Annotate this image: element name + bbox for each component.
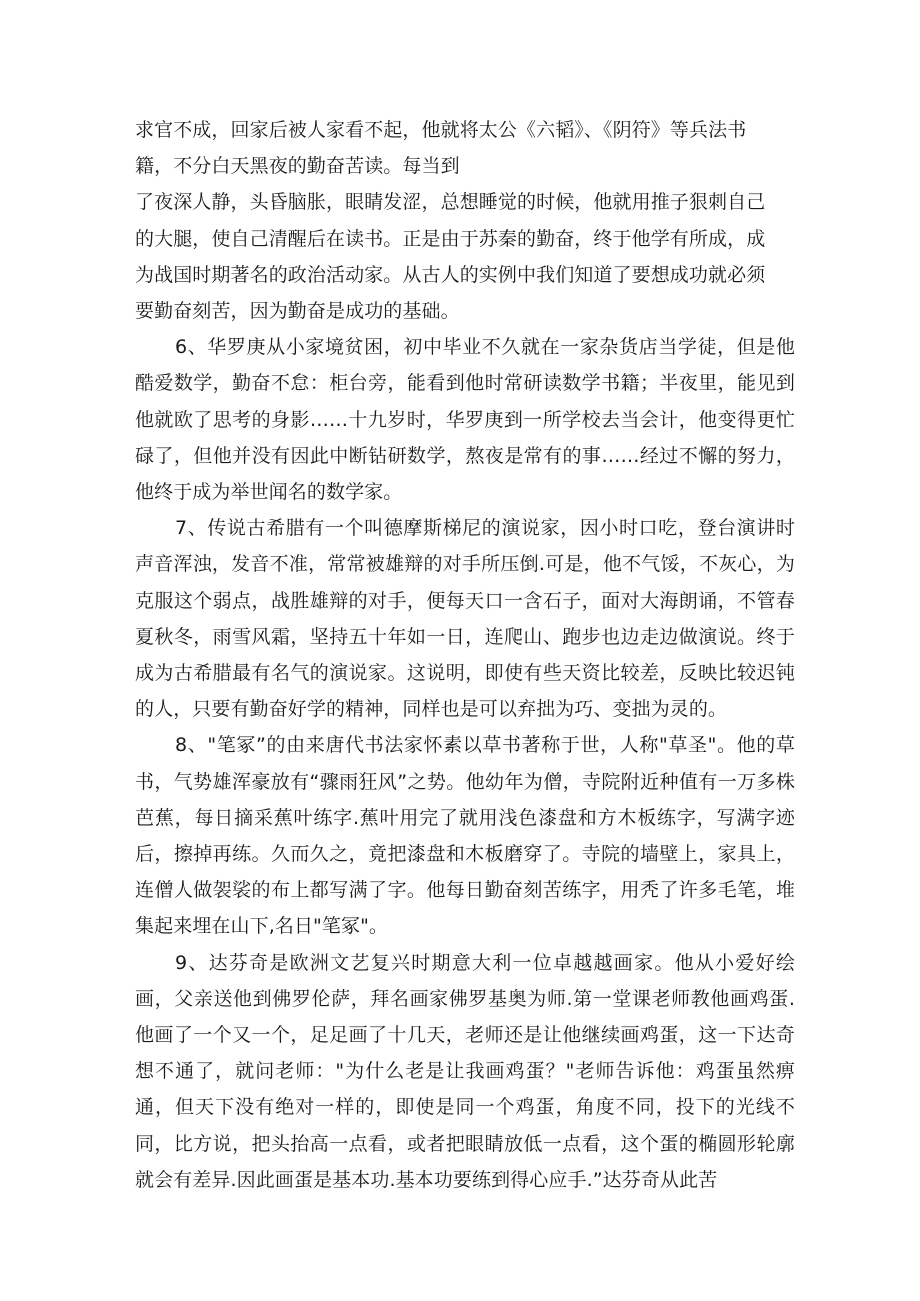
document-body bbox=[135, 112, 795, 1198]
text-line: 的大腿，使自己清醒后在读书。正是由于苏秦的勤奋，终于他学有所成，成 bbox=[135, 227, 766, 250]
intro-paragraph bbox=[135, 112, 795, 329]
paragraph-8: 8、"笔冢”的由来唐代书法家怀素以草书著称于世，人称"草圣"。他的草书，气势雄浑豪放有“骤雨狂风”之势。他幼年为僧，寺院附近种值有一万多株芭蕉，每日摘采蕉叶练字.蕉叶用完了就用浅色漆盘和方木板练字，写满字迹后，擦掉再练。久而久之，竟把漆盘和木板磨穿了。寺院的墙壁上，家具上，连僧人做袈裟的布上都写满了字。他每日勤奋刻苦练字，用秃了许多毛笔，堆集起来埋在山下,名日"笔冢"。 bbox=[135, 734, 795, 938]
text-line: 要勤奋刻苦，因为勤奋是成功的基础。 bbox=[135, 300, 460, 323]
text-line: 求官不成，回家后被人家看不起，他就将太公《六韬》、《阴符》等兵法书 bbox=[135, 119, 747, 141]
text-line: 为战国时期著名的政治活动家。从古人的实例中我们知道了要想成功就必须 bbox=[135, 263, 766, 286]
paragraph-7: 7、传说古希腊有一个叫德摩斯梯尼的演说家，因小时口吃，登台演讲时声音浑浊，发音不准，常常被雄辩的对手所压倒.可是，他不气馁，不灰心，为克服这个弱点，战胜雄辩的对手，便每天口一含石子，面对大海朗诵，不管春夏秋冬，雨雪风霜，坚持五十年如一日，连爬山、跑步也边走边做演说。终于成为古希腊最有名气的演说家。这说明，即使有些天资比较差，反映比较迟钝的人，只要有勤奋好学的精神，同样也是可以弃拙为巧、变拙为灵的。 bbox=[135, 517, 795, 721]
paragraph-9: 9、达芬奇是欧洲文艺复兴时期意大利一位卓越越画家。他从小爱好绘画，父亲送他到佛罗伦萨，拜名画家佛罗基奥为师.第一堂课老师教他画鸡蛋.他画了一个又一个，足足画了十几天，老师还是让他继续画鸡蛋，这一下达奇想不通了，就问老师："为什么老是让我画鸡蛋？"老师告诉他：鸡蛋虽然痹通，但天下没有绝对一样的，即使是同一个鸡蛋，角度不同，投下的光线不同，比方说，把头抬高一点看，或者把眼睛放低一点看，这个蛋的椭圆形轮廓就会有差异.因此画蛋是基本功.基本功要练到得心应手.”达芬奇从此苦 bbox=[135, 951, 795, 1191]
text-line: 籍，不分白天黑夜的勤奋苦读。每当到 bbox=[135, 155, 460, 178]
paragraph-6: 6、华罗庚从小家境贫困，初中毕业不久就在一家杂货店当学徒，但是他酷爱数学，勤奋不怠：柜台旁，能看到他时常研读数学书籍；半夜里，能见到他就欧了思考的身影……十九岁时，华罗庚到一所学校去当会计，他变得更忙碌了，但他并没有因此中断钻研数学，熬夜是常有的事……经过不懈的努力，他终于成为举世闻名的数学家。 bbox=[135, 336, 795, 504]
text-line: 了夜深人静，头昏脑胀，眼睛发涩，总想睡觉的时候，他就用推子狠刺自己 bbox=[135, 191, 766, 214]
